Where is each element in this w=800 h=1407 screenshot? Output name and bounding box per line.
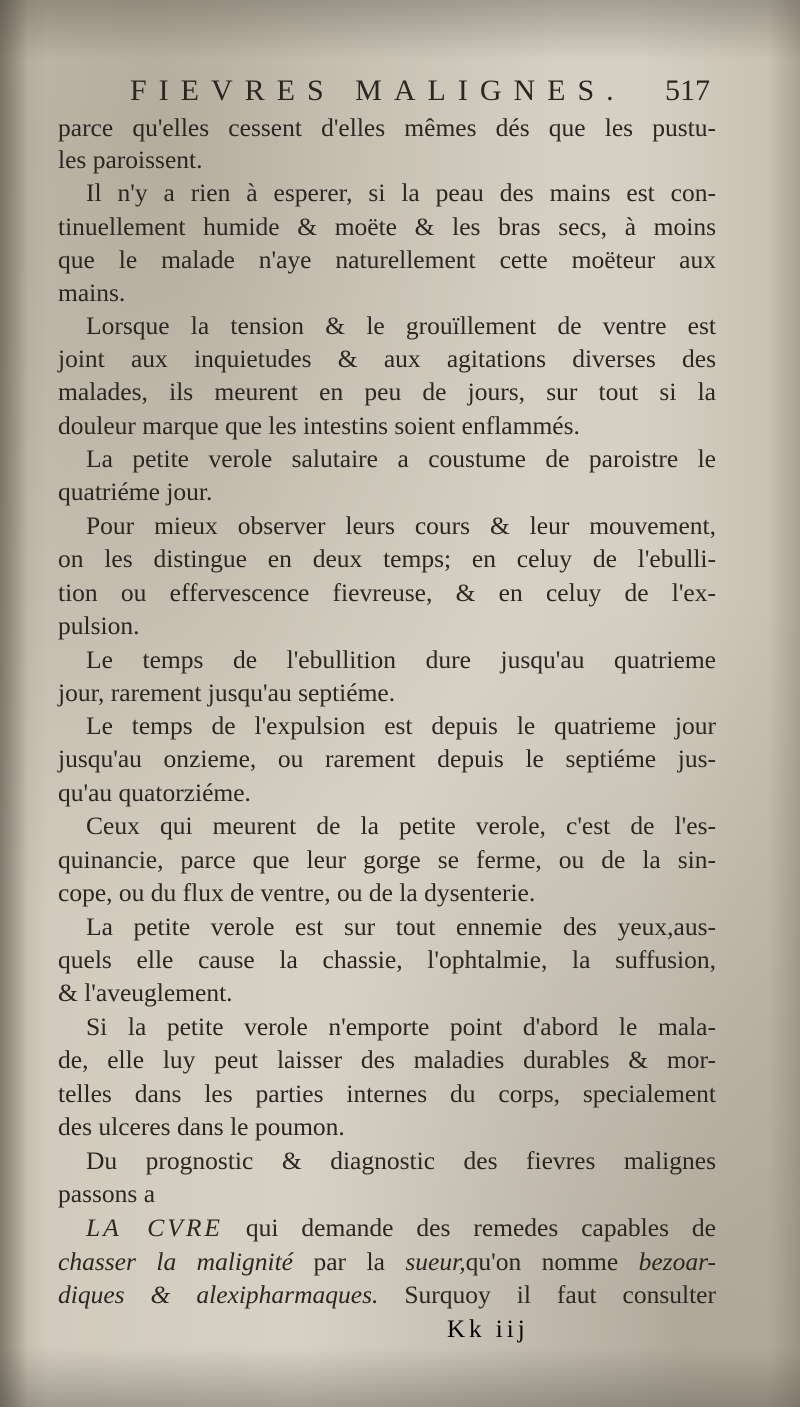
text-span: Surquoy il faut consulter	[404, 1280, 716, 1309]
text-line: Si la petite verole n'emporte point d'abord le mala-	[86, 1012, 716, 1041]
text-line: tinuellement humide & moëte & les bras secs, à moins	[58, 212, 716, 241]
text-line: quinancie, parce que leur gorge se ferme, ou de la sin-	[58, 845, 716, 874]
text-span: par la	[313, 1247, 385, 1276]
text-line-mixed	[58, 1278, 716, 1312]
text-line: que le malade n'aye naturellement cette moëteur aux	[58, 245, 716, 274]
page-top-edge	[0, 0, 800, 60]
text-line: Le temps de l'expulsion est depuis le quatrieme jour	[86, 711, 716, 740]
italic-span: bezoar-	[638, 1247, 717, 1276]
text-line: & l'aveuglement.	[58, 978, 233, 1007]
italic-span: sueur,	[405, 1247, 466, 1276]
text-line: Ceux qui meurent de la petite verole, c'est de l'es-	[86, 811, 716, 840]
italic-span: diques & alexipharmaques.	[58, 1280, 379, 1309]
text-line-mixed	[86, 1211, 716, 1245]
text-line: Pour mieux observer leurs cours & leur mouvement,	[86, 511, 716, 540]
text-line: La petite verole est sur tout ennemie des yeux,aus-	[86, 912, 716, 941]
text-line: de, elle luy peut laisser des maladies durables & mor-	[58, 1045, 716, 1074]
text-line: tion ou effervescence fievreuse, & en celuy de l'ex-	[58, 578, 716, 607]
text-line: Lorsque la tension & le grouïllement de ventre est	[86, 311, 716, 340]
text-line: cope, ou du flux de ventre, ou de la dysenterie.	[58, 878, 536, 907]
text-line: les paroissent.	[58, 145, 203, 174]
spine-shadow	[0, 0, 28, 1407]
page-bottom-edge	[0, 1347, 800, 1407]
text-line: jusqu'au onzieme, ou rarement depuis le septiéme jus-	[58, 744, 716, 773]
text-line: des ulceres dans le poumon.	[58, 1112, 345, 1141]
text-line: mains.	[58, 278, 126, 307]
text-line-mixed	[58, 1245, 716, 1279]
text-line: joint aux inquietudes & aux agitations diverses des	[58, 344, 716, 373]
text-line: jour, rarement jusqu'au septiéme.	[58, 678, 396, 707]
text-line: parce qu'elles cessent d'elles mêmes dés que les pustu-	[58, 113, 716, 142]
text-line: telles dans les parties internes du corps, specialement	[58, 1079, 716, 1108]
text-line: pulsion.	[58, 611, 140, 640]
text-line: La petite verole salutaire a coustume de paroistre le	[86, 444, 716, 473]
page-number: 517	[665, 74, 710, 107]
text-line: malades, ils meurent en peu de jours, sur tout si la	[58, 377, 716, 406]
heading-la-cure: LA CVRE	[86, 1213, 223, 1242]
text-line: quels elle cause la chassie, l'ophtalmie, la suffusion,	[58, 945, 716, 974]
text-line: qu'au quatorziéme.	[58, 778, 251, 807]
text-line: Du prognostic & diagnostic des fievres malignes	[86, 1146, 716, 1175]
text-line: Le temps de l'ebullition dure jusqu'au quatrieme	[86, 645, 716, 674]
text-line: Il n'y a rien à esperer, si la peau des mains est con-	[86, 178, 716, 207]
text-line: quatriéme jour.	[58, 477, 213, 506]
text-line: passons a	[58, 1179, 156, 1208]
page-header	[58, 74, 718, 114]
text-line: on les distingue en deux temps; en celuy de l'ebulli-	[58, 544, 716, 573]
text-line: douleur marque que les intestins soient enflammés.	[58, 411, 580, 440]
text-span: qui demande des remedes capables de	[245, 1213, 716, 1242]
signature-mark: Kk iij	[447, 1316, 529, 1343]
text-span: qu'on nomme	[465, 1247, 619, 1276]
italic-span: chasser la malignité	[58, 1247, 293, 1276]
running-title: FIEVRES MALIGNES.	[130, 74, 626, 107]
